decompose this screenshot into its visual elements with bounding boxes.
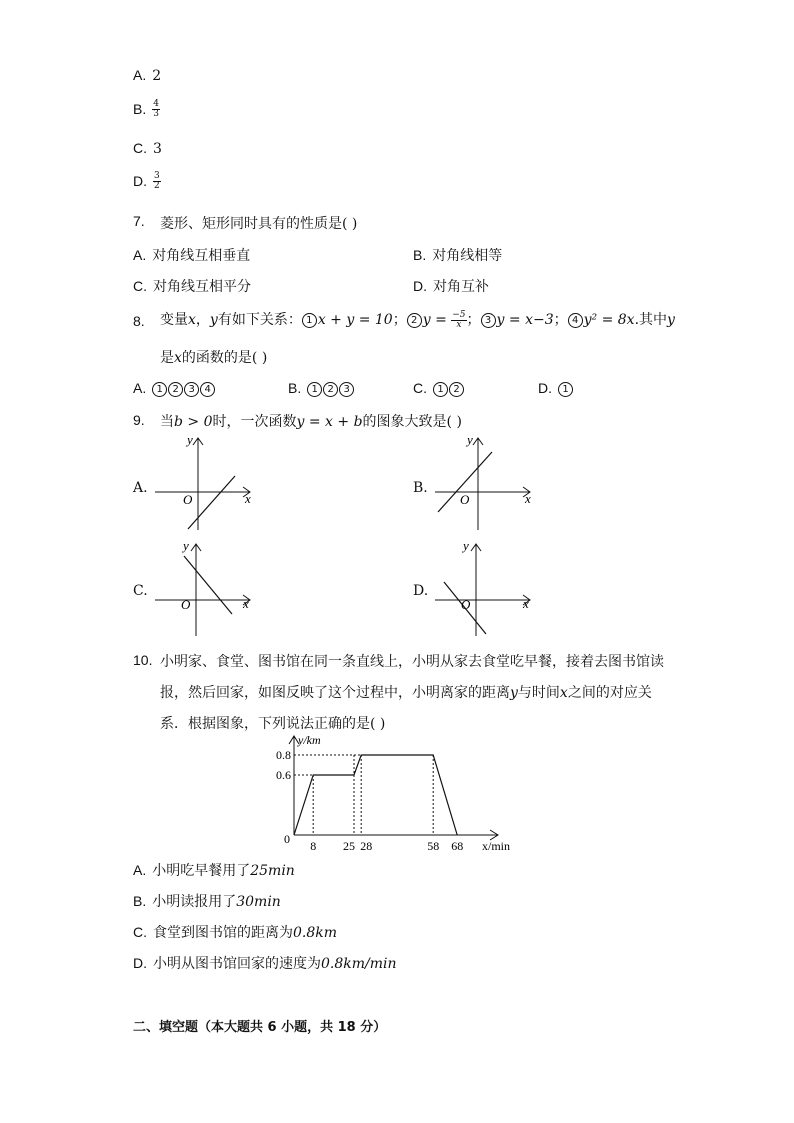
- q7-option-d: [413, 276, 489, 296]
- q10-option-c: [133, 922, 337, 942]
- q8-stem-line1: [160, 309, 675, 330]
- function-expression: y = x + b: [296, 414, 363, 430]
- x-tick-label: 25: [343, 839, 355, 853]
- q9-graph-d: [430, 538, 540, 638]
- option-letter: A.: [133, 380, 147, 396]
- denominator: 2: [154, 181, 160, 191]
- option-letter: D.: [133, 955, 147, 971]
- stem-text: 时，一次函数: [212, 414, 297, 430]
- option-letter: A.: [133, 862, 147, 878]
- relation-1: x + y = 10: [317, 312, 393, 328]
- numerator: 3: [154, 171, 160, 181]
- fraction: [451, 311, 466, 330]
- circled-number: 2: [407, 313, 422, 328]
- origin-label: O: [181, 597, 191, 612]
- chart-guides: [294, 755, 433, 835]
- q9-option-a-letter: A.: [133, 480, 148, 496]
- circled-number: 1: [302, 313, 317, 328]
- q6-option-b: [133, 100, 160, 119]
- option-text: 对角线相等: [432, 248, 503, 264]
- q9-graph-a: [150, 432, 260, 532]
- circled-number: 4: [200, 382, 215, 397]
- circled-number: 2: [449, 382, 464, 397]
- option-letter: C.: [133, 924, 147, 940]
- q10-option-b: [133, 891, 281, 911]
- option-letter: C.: [413, 380, 427, 396]
- denominator: x: [456, 319, 462, 330]
- axis-y-label: y: [183, 538, 189, 553]
- numerator: 4: [153, 99, 159, 109]
- q9-number: 9.: [133, 412, 145, 428]
- option-math: 0.8km/min: [321, 956, 397, 972]
- axis-x-label: x: [525, 491, 531, 506]
- numerator: −5: [452, 309, 466, 320]
- chart-axes: [289, 736, 498, 840]
- q9-option-b-letter: B.: [413, 480, 428, 496]
- option-math: 0.8km: [293, 925, 338, 941]
- separator: ；: [466, 312, 481, 328]
- fraction: [152, 100, 160, 119]
- q10-stem-line2: [160, 682, 652, 702]
- relation-3: y = x−3: [496, 312, 554, 328]
- option-math: 25min: [250, 863, 295, 879]
- option-text: 食堂到图书馆的距离为: [153, 925, 293, 941]
- var-y: y: [667, 312, 675, 328]
- origin-label: 0: [284, 832, 290, 846]
- circled-number: 1: [307, 382, 322, 397]
- circled-number: 2: [323, 382, 338, 397]
- q8-option-d: [538, 380, 574, 397]
- axis-y-label: y: [463, 538, 469, 553]
- comma: ，: [195, 312, 210, 328]
- stem-text: 之间的对应关: [567, 685, 652, 701]
- axis-x-label: x: [523, 596, 529, 611]
- option-letter: A.: [133, 247, 147, 263]
- q9-option-c-letter: C.: [133, 583, 148, 599]
- stem-text: 当: [160, 414, 174, 430]
- condition: b > 0: [174, 414, 213, 430]
- q8-option-b: [288, 380, 355, 397]
- option-letter: B.: [133, 100, 147, 117]
- q7-option-a: [133, 245, 250, 265]
- var-x: x: [559, 685, 568, 701]
- var-x: x: [188, 312, 196, 328]
- stem-text: 是: [160, 350, 174, 366]
- q6-option-d: [133, 172, 161, 191]
- circled-number: 4: [568, 313, 583, 328]
- option-letter: B.: [288, 380, 302, 396]
- q10-option-d: [133, 953, 397, 973]
- q8-stem-line2: [160, 347, 267, 367]
- circled-number: 1: [152, 382, 167, 397]
- circled-number: 3: [481, 313, 496, 328]
- axis-y-label: y: [467, 432, 473, 447]
- axis-y-label: y: [187, 432, 193, 447]
- relation-4: y² = 8x: [583, 312, 635, 328]
- option-text: 2: [152, 68, 162, 84]
- option-letter: C.: [133, 278, 147, 294]
- x-tick-label: 28: [360, 839, 373, 853]
- option-letter: D.: [538, 380, 552, 396]
- x-axis-label: x/min: [482, 839, 511, 853]
- circled-number: 3: [339, 382, 354, 397]
- var-y: y: [510, 685, 518, 701]
- option-text: 对角互补: [433, 279, 489, 295]
- option-letter: D.: [413, 278, 427, 294]
- option-letter: B.: [413, 247, 427, 263]
- option-letter: C.: [133, 140, 147, 156]
- origin-label: O: [183, 492, 193, 507]
- q10-distance-time-chart: [270, 730, 530, 855]
- stem-text: 有如下关系：: [217, 312, 302, 328]
- x-tick-label: 68: [451, 839, 464, 853]
- option-text: 对角线互相垂直: [152, 248, 251, 264]
- axis-x-label: x: [243, 596, 249, 611]
- circled-number: 3: [184, 382, 199, 397]
- relation-2-lhs: y =: [422, 312, 452, 328]
- stem-text: 报，然后回家，如图反映了这个过程中，小明离家的距离: [160, 685, 510, 701]
- q6-option-a: [133, 67, 161, 84]
- stem-text: 的函数的是( ): [181, 350, 268, 366]
- q9-stem: [160, 411, 462, 431]
- option-text: 小明读报用了: [152, 894, 237, 910]
- q7-option-c: [133, 276, 251, 296]
- stem-text: 变量: [160, 312, 188, 328]
- q7-number: 7.: [133, 213, 145, 229]
- x-tick-label: 8: [310, 839, 317, 853]
- option-letter: A.: [133, 67, 147, 83]
- option-text: 对角线互相平分: [153, 279, 251, 295]
- fraction: [153, 172, 161, 191]
- q10-number: 10.: [133, 652, 153, 668]
- var-x: x: [174, 350, 182, 366]
- q9-option-d-letter: D.: [413, 583, 429, 599]
- function-line: [188, 476, 235, 529]
- q9-graph-c: [150, 538, 260, 638]
- stem-text: 与时间: [517, 685, 560, 701]
- option-text: 3: [153, 141, 162, 157]
- option-text: 小明从图书馆回家的速度为: [153, 956, 321, 972]
- separator: ；: [392, 312, 407, 328]
- q9-graph-b: [430, 432, 540, 532]
- section-title: 二、填空题（本大题共 6 小题，共 18 分）: [133, 1020, 387, 1035]
- var-y: y: [209, 312, 218, 328]
- q10-stem-line1: 小明家、食堂、图书馆在同一条直线上，小明从家去食堂吃早餐，接着去图书馆读: [160, 654, 664, 670]
- axis-x-label: x: [245, 491, 251, 506]
- circled-number: 2: [168, 382, 183, 397]
- function-line: [184, 556, 232, 614]
- separator: ；: [553, 312, 568, 328]
- denominator: 3: [153, 109, 159, 119]
- y-axis-label: y/km: [298, 733, 321, 747]
- q10-option-a: [133, 860, 295, 880]
- q7-option-b: [413, 245, 502, 265]
- y-tick-label: 0.6: [276, 768, 291, 782]
- q8-option-a: [133, 380, 216, 397]
- q7-stem: 菱形、矩形同时具有的性质是( ): [160, 216, 358, 232]
- option-letter: B.: [133, 893, 147, 909]
- origin-label: O: [461, 597, 471, 612]
- q8-number: 8.: [133, 313, 145, 329]
- circled-number: 1: [558, 382, 573, 397]
- q8-option-c: [413, 380, 465, 397]
- stem-text: 的图象大致是( ): [362, 414, 462, 430]
- stem-text: .其中: [634, 312, 668, 328]
- q10-stem-line3: 系．根据图象，下列说法正确的是( ): [160, 716, 386, 732]
- origin-label: O: [460, 492, 470, 507]
- option-math: 30min: [236, 894, 281, 910]
- x-tick-label: 58: [427, 839, 440, 853]
- option-text: 小明吃早餐用了: [152, 863, 251, 879]
- q6-option-c: [133, 140, 162, 157]
- option-letter: D.: [133, 172, 147, 189]
- circled-number: 1: [433, 382, 448, 397]
- y-tick-label: 0.8: [276, 748, 291, 762]
